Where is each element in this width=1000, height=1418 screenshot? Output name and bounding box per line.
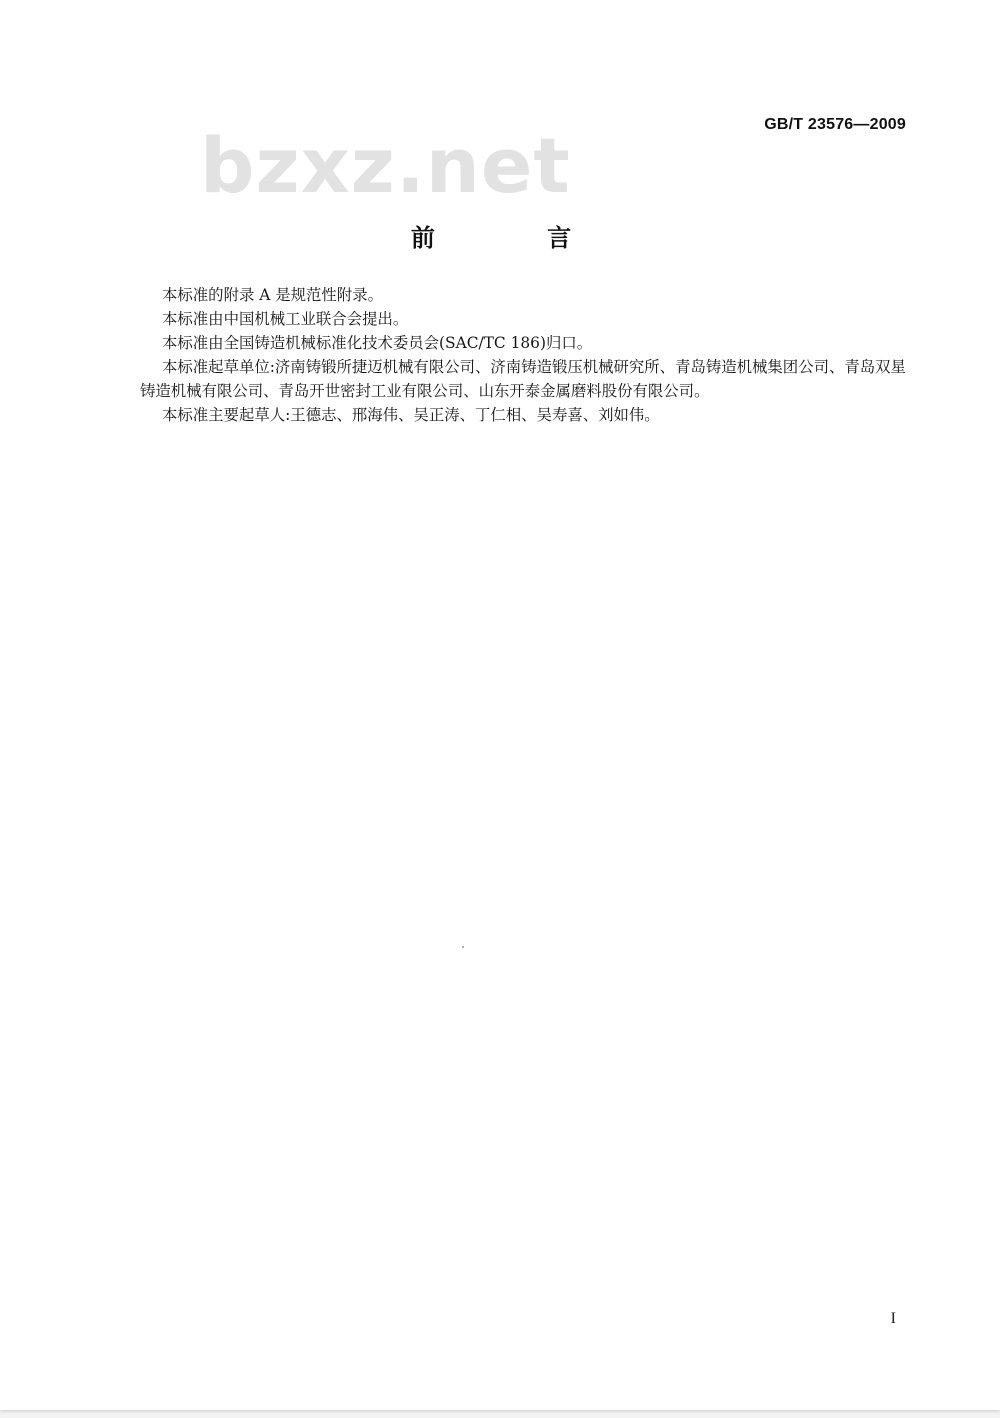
- paragraph-committee: 本标准由全国铸造机械标准化技术委员会(SAC/TC 186)归口。: [162, 334, 593, 352]
- watermark-logo: bzxz.net: [200, 121, 571, 210]
- preface-body: [140, 283, 915, 427]
- paragraph-drafters: 本标准主要起草人:王德志、邢海伟、吴正涛、丁仁相、吴寿喜、刘如伟。: [162, 406, 660, 424]
- paragraph-drafting-units: 本标准起草单位:济南铸锻所捷迈机械有限公司、济南铸造锻压机械研究所、青岛铸造机械集团公司、青岛双星铸造机械有限公司、青岛开世密封工业有限公司、山东开泰金属磨料股份有限公司。: [140, 358, 906, 400]
- page-number: I: [890, 1310, 896, 1327]
- scan-artifact-dot: [462, 946, 464, 948]
- paragraph-proposer: 本标准由中国机械工业联合会提出。: [162, 310, 409, 328]
- page-title: 前 言: [410, 224, 624, 253]
- standard-code: GB/T 23576—2009: [764, 116, 906, 133]
- paragraph-annex: 本标准的附录 A 是规范性附录。: [162, 286, 383, 304]
